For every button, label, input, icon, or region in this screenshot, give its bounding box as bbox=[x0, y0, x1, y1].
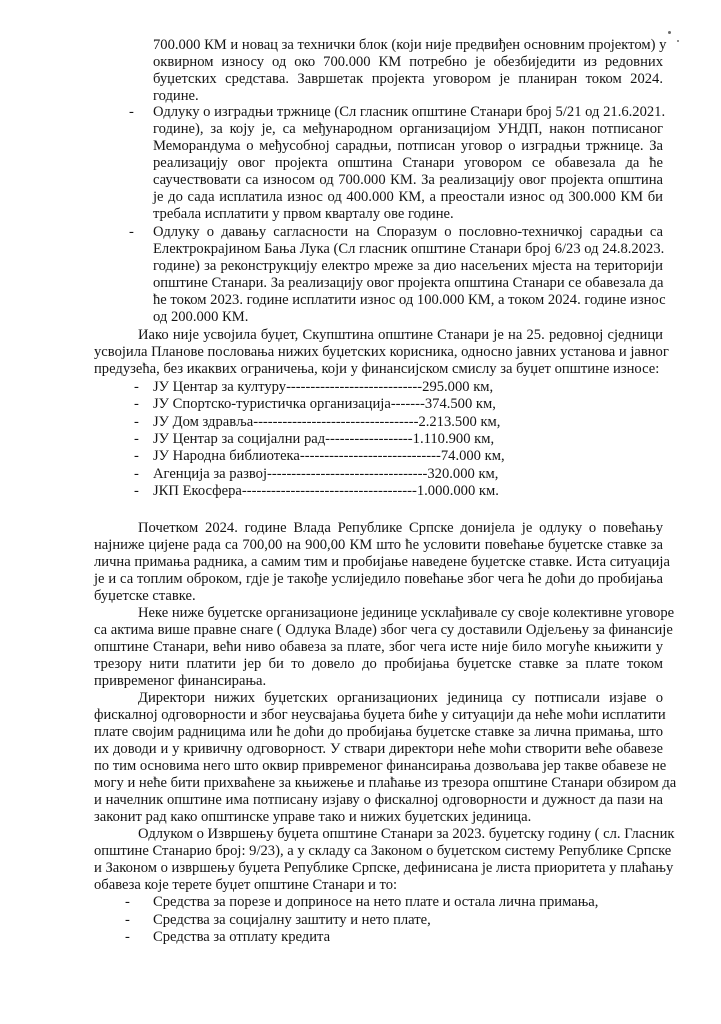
text-line: буџетских средстава. Завршетак пројекта уговором је планиран током 2024. bbox=[153, 71, 663, 87]
text-line: ће током 2023. године исплатити износ од 100.000 КМ, а током 2024. године износ bbox=[153, 292, 666, 308]
text-line: општине Станари, већи ниво обавеза за плате, због чега исте није било могуће књижити у bbox=[94, 639, 663, 655]
budget-item-label: ЈУ Народна библиотека bbox=[153, 448, 300, 465]
budget-item-label: ЈУ Центар за социјални рад bbox=[153, 430, 326, 447]
text-line: Одлуком о Извршењу буџета општине Станари за 2023. буџетску годину ( сл. Гласник bbox=[138, 826, 675, 842]
text-line: најниже цијене рада са 700,00 на 900,00 КМ што ће условити повећање буџетске ставке за bbox=[94, 537, 663, 553]
budget-item-amount: 2.213.500 км, bbox=[418, 413, 501, 430]
scan-speck bbox=[677, 40, 679, 42]
text-line: Одлуку о изградњи тржнице (Сл гласник општине Станари број 5/21 од 21.6.2021. bbox=[153, 104, 666, 120]
dash-bullet: - bbox=[129, 224, 134, 240]
budget-item-label: ЈУ Дом здравља bbox=[153, 413, 254, 430]
text-line: године) за реконструкцију електро мреже за дио насељених мјеста на територији bbox=[153, 258, 663, 274]
dash-bullet: - bbox=[125, 911, 130, 928]
text-line: их доводи и у кривичну одговорност. У ствари директори неће моћи створити веће обавезе bbox=[94, 741, 663, 757]
budget-item-label: Агенција за развој bbox=[153, 465, 267, 482]
text-line: је до сада исплатила износ од 400.000 КМ, а преостали износ од 300.000 КМ би bbox=[153, 189, 663, 205]
budget-item-amount: 374.500 км, bbox=[424, 396, 496, 413]
text-line: обавеза које терете буџет општине Станари и то: bbox=[94, 877, 398, 893]
budget-item-label: ЈКП Екосфера bbox=[153, 482, 242, 499]
text-line: Електрокрајином Бања Лука (Сл гласник општине Станари број 6/23 од 24.8.2023. bbox=[153, 241, 665, 257]
priority-item: Средства за социјалну заштиту и нето плате, bbox=[153, 911, 431, 928]
dash-bullet: - bbox=[125, 894, 130, 910]
text-line: трезору нити платити јер би то довело до пробијања буџетске ставке за плате током bbox=[94, 656, 663, 672]
budget-item bbox=[153, 396, 496, 413]
dash-bullet: - bbox=[134, 396, 139, 413]
text-line: године. bbox=[153, 88, 199, 104]
budget-item-leader: ------------------------------------ bbox=[241, 482, 417, 499]
text-line: усвојила Планове пословања нижих буџетских корисника, односно јавних установа и јавног bbox=[94, 344, 669, 360]
text-line: плате својим радницима или ће доћи до пробијања буџетске ставке за лична примања, што bbox=[94, 724, 663, 740]
budget-item-leader: ---------------------------------- bbox=[253, 413, 419, 430]
text-line: Неке ниже буџетске организационе јединице усклађивале су своје колективне уговоре bbox=[138, 605, 675, 621]
text-line: од 200.000 КМ. bbox=[153, 309, 249, 325]
text-line: лична примања радника, а самим тим и пробијање наведене буџетске ставке. Иста ситуација bbox=[94, 554, 670, 570]
budget-item bbox=[153, 466, 498, 483]
text-line: Иако није усвојила буџет, Скупштина општине Станари је на 25. редовној сједници bbox=[138, 327, 663, 343]
budget-item-leader: ------- bbox=[390, 396, 425, 413]
budget-item-leader: ------------------ bbox=[325, 430, 413, 447]
budget-item-amount: 74.000 км, bbox=[440, 448, 505, 465]
budget-item bbox=[153, 448, 505, 465]
text-line: могу и неће бити прихваћене за књижење и плаћање из трезора општине Станари обзиром да bbox=[94, 775, 677, 791]
text-line: Меморандума о међусобној сарадњи, потписан уговор о изградњи тржнице. За bbox=[153, 138, 663, 154]
text-line: општине Станари. За реализацију овог пројекта општина Станари се обавезала да bbox=[153, 275, 664, 291]
text-line: Почетком 2024. године Влада Републике Српске донијела је одлуку о повећању bbox=[138, 520, 663, 536]
text-line: требала исплатити у првом кварталу ове године. bbox=[153, 206, 454, 222]
dash-bullet: - bbox=[125, 929, 130, 945]
priority-item: Средства за порезе и доприносе на нето плате и остала лична примања, bbox=[153, 894, 599, 910]
budget-item-amount: 1.000.000 км. bbox=[416, 482, 499, 499]
budget-item-amount: 1.110.900 км, bbox=[412, 430, 495, 447]
budget-item bbox=[153, 483, 499, 500]
text-line: општине Станарио број: 9/23), а у складу са Законом о буџетском систему Републике Српске bbox=[94, 843, 672, 859]
text-line: Директори нижих буџетских организационих јединица су потписали изјаве о bbox=[138, 690, 663, 706]
dash-bullet: - bbox=[134, 448, 139, 465]
dash-bullet: - bbox=[134, 430, 139, 447]
text-line: и Законом о извршењу буџета Републике Српске, дефинисана је листа приоритета у плаћању bbox=[94, 860, 674, 876]
text-line: године), за коју је, са међународном организацијом УНДП, након потписаног bbox=[153, 121, 663, 137]
text-line: законит рад како општинске управе тако и нижих буџетских јединица. bbox=[94, 809, 532, 825]
budget-item bbox=[153, 431, 494, 448]
budget-item-leader: ----------------------------- bbox=[299, 448, 441, 465]
text-line: и начелник општине има потписану изјаву о фискалној одговорности и дужност да пази на bbox=[94, 792, 663, 808]
text-line: фискалној одговорности и због неусвајања буџета биће у ситуацији да неће моћи исплатити bbox=[94, 707, 666, 723]
dash-bullet: - bbox=[129, 104, 134, 120]
budget-item-leader: --------------------------------- bbox=[267, 465, 428, 482]
budget-item bbox=[153, 414, 500, 431]
budget-item bbox=[153, 379, 493, 396]
budget-item-leader: ---------------------------- bbox=[286, 379, 423, 395]
text-line: реализацију овог пројекта општина Станари уговором се обавезала да ће bbox=[153, 155, 663, 171]
text-line: са актима више правне снаге ( Одлука Владе) због чега су доставили Одјељењу за финансије bbox=[94, 622, 673, 638]
text-line: предузећа, без икаквих ограничења, који у финансијском смислу за буџет општине износе: bbox=[94, 361, 660, 377]
budget-item-label: ЈУ Спортско-туристичка организација bbox=[153, 396, 391, 413]
dash-bullet: - bbox=[134, 482, 139, 499]
text-line: 700.000 КМ и новац за технички блок (који није предвиђен основним пројектом) у bbox=[153, 37, 667, 53]
text-line: саучествовати са износом од 700.000 КМ. За реализацију овог пројекта општина bbox=[153, 172, 663, 188]
text-line: оквирном износу од око 700.000 КМ потребно је обезбиједити из редовних bbox=[153, 54, 663, 70]
dash-bullet: - bbox=[134, 379, 139, 395]
budget-item-amount: 295.000 км, bbox=[422, 379, 494, 395]
text-line: Одлуку о давању сагласности на Споразум о пословно-техничкој сарадњи са bbox=[153, 224, 663, 240]
budget-item-label: ЈУ Центар за културу bbox=[153, 379, 287, 395]
dash-bullet: - bbox=[134, 465, 139, 482]
text-line: буџетске ставке. bbox=[94, 588, 196, 604]
text-line: по тим основима него што оквир привременог финансирања дозвољава јер такве обавезе не bbox=[94, 758, 667, 774]
priority-item: Средства за отплату кредита bbox=[153, 929, 331, 945]
dash-bullet: - bbox=[134, 413, 139, 430]
budget-item-amount: 320.000 км, bbox=[427, 465, 499, 482]
scan-speck bbox=[668, 31, 671, 34]
text-line: привременог финансирања. bbox=[94, 673, 267, 689]
text-line: је и са топлим оброком, гдје је такође услиједило повећање због чега ће доћи до пробијања bbox=[94, 571, 663, 587]
